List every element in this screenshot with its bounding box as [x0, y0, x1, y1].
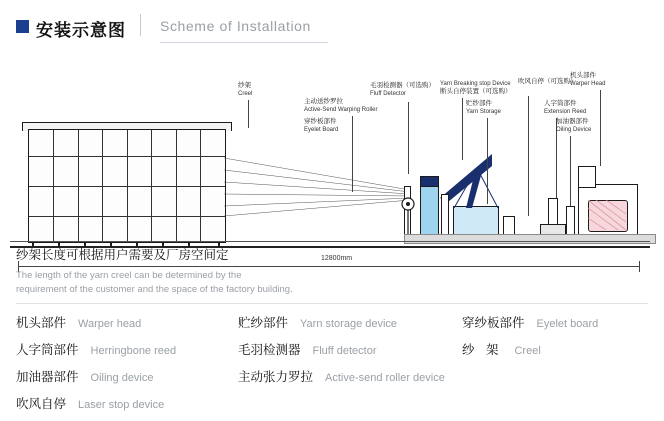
header-accent-square	[16, 20, 29, 33]
installation-diagram	[0, 56, 664, 262]
leader-blower	[528, 96, 529, 216]
note-cn: 纱架长度可根据用户需要及厂房空间定	[16, 248, 229, 262]
callout-warper-head: 机头部件 Warper Head	[570, 72, 606, 87]
legend-item-oiling-device: 加油器部件 Oiling device	[16, 370, 154, 384]
callout-eyelet-board: 穿纱板部件 Eyelet Board	[304, 118, 339, 133]
dimension-label: 12800mm	[318, 255, 355, 262]
machine-platform	[404, 234, 656, 244]
creel-length-note	[16, 245, 646, 297]
legend-item-empty	[238, 394, 462, 412]
leader-warper-head	[600, 90, 601, 166]
page-header	[0, 0, 664, 56]
legend-item-laser-stop-device: 吹风自停 Laser stop device	[16, 397, 165, 411]
callout-active-send-roller: 主动送纱罗拉 Active-Send Warping Roller	[304, 98, 378, 113]
floor-line-upper	[10, 241, 650, 242]
legend-item-warper-head: 机头部件 Warper head	[16, 316, 142, 330]
legend-item-eyelet-board: 穿纱板部件 Eyelet board	[462, 316, 599, 330]
leader-yarn-storage	[487, 118, 488, 204]
header-divider	[140, 14, 141, 36]
callout-blower-stop: 吹风自停（可选购）	[518, 78, 577, 85]
callout-creel: 纱架 Creel	[238, 82, 253, 97]
legend-item-fluff-detector: 毛羽检测器 Fluff detector	[238, 343, 377, 357]
parts-legend	[16, 313, 650, 421]
leader-stop-device	[462, 98, 463, 160]
legend-item-creel: 纱 架 Creel	[462, 343, 541, 357]
leader-oiling-device	[570, 136, 571, 206]
callout-extension-reed: 人字筒部件 Extension Reed	[544, 100, 587, 115]
note-en	[16, 269, 646, 297]
callout-yarn-storage: 贮纱部件 Yarn Storage	[466, 100, 501, 115]
legend-row	[16, 394, 650, 412]
legend-item-active-send-roller: 主动张力罗拉 Active-send roller device	[238, 370, 445, 384]
legend-row	[16, 313, 650, 331]
legend-item-empty	[462, 394, 650, 412]
note-en-line2: requirement of the customer and the space of the factory building.	[16, 284, 293, 295]
callout-fluff-detector: 毛羽检测器（可选购） Fluff Detector	[370, 82, 435, 97]
callout-oiling-device: 加油器部件 Oiling Device	[556, 118, 592, 133]
note-en-line1: The length of the yarn creel can be determined by the	[16, 270, 242, 281]
leader-fluff-detector	[408, 102, 409, 174]
legend-row	[16, 367, 650, 385]
page-title-cn: 安装示意图	[36, 21, 126, 40]
leader-creel	[248, 100, 249, 128]
page-title-en: Scheme of Installation	[160, 18, 311, 34]
warper-head-panel	[578, 166, 596, 188]
section-divider	[16, 303, 648, 304]
warper-head-hatch	[588, 200, 626, 230]
legend-item-yarn-storage: 贮纱部件 Yarn storage device	[238, 316, 398, 330]
fluff-detector-head	[420, 176, 439, 187]
yarn-sheet	[224, 156, 410, 218]
leader-active-send-roller	[352, 116, 353, 192]
creel-frame	[28, 129, 226, 243]
legend-item-herringbone-reed: 人字筒部件 Herringbone reed	[16, 343, 177, 357]
callout-yarn-breaking-stop-device: Yarn Breaking stop Device 断头自停装置（可选购）	[440, 81, 512, 95]
yarn-storage-arm	[452, 168, 500, 210]
legend-row	[16, 340, 650, 358]
header-underline	[160, 42, 328, 43]
legend-item-empty	[462, 367, 650, 385]
